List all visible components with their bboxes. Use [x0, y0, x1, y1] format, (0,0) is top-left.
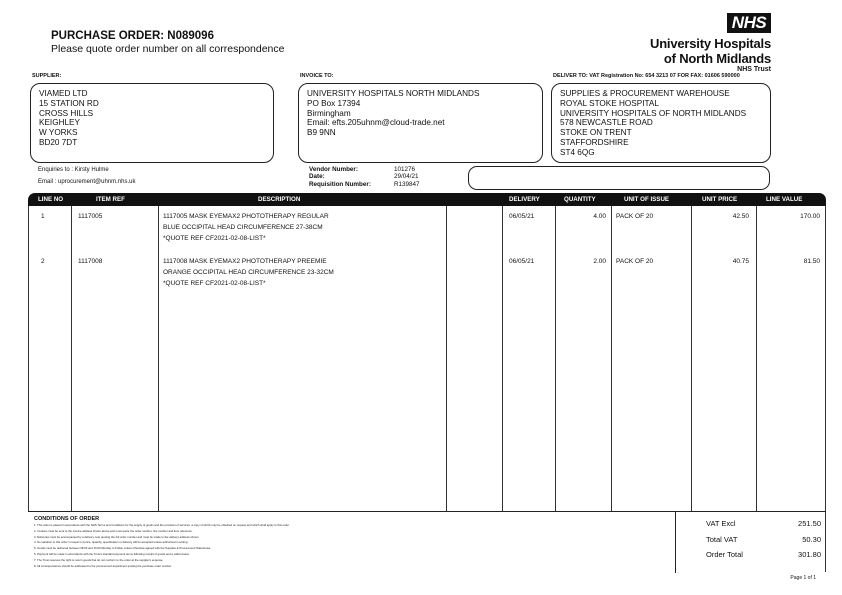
line-items-table: [28, 193, 826, 572]
row-delivery: 06/05/21: [509, 213, 535, 220]
column-divider: [691, 206, 692, 511]
date-value: 29/04/21: [394, 173, 419, 181]
row-item-ref: 1117008: [78, 258, 103, 265]
row-description: 1117005 MASK EYEMAX2 PHOTOTHERAPY REGULAR: [163, 213, 329, 220]
condition-line: 8. All correspondence should be addressed to the procurement department quoting the purchase order number.: [34, 563, 172, 568]
requisition-label: Requisition Number:: [309, 180, 371, 188]
row-quantity: 4.00: [593, 213, 606, 220]
supplier-line: W YORKS: [39, 128, 78, 138]
header-item-ref: ITEM REF: [96, 196, 125, 203]
supplier-label: SUPPLIER:: [32, 73, 62, 79]
supplier-line: 15 STATION RD: [39, 98, 99, 108]
delivery-line: 578 NEWCASTLE ROAD: [560, 118, 653, 128]
vat-excl-value: 251.50: [798, 519, 821, 528]
supplier-line: VIAMED LTD: [39, 89, 88, 98]
condition-line: 5. Goods must be delivered between 08:00 and 16:00 Monday to Friday unless otherwise agreed with the Supplies & Procurement Warehouse.: [34, 546, 212, 551]
vendor-number-value: 101276: [394, 166, 416, 173]
header-unit-of-issue: UNIT OF ISSUE: [624, 196, 670, 203]
invoice-line: UNIVERSITY HOSPITALS NORTH MIDLANDS: [307, 89, 480, 98]
row-unit-of-issue: PACK OF 20: [616, 258, 654, 265]
enquiries-contact: Enquiries to : Kirsty Hulme: [38, 167, 109, 173]
vendor-number-label: Vendor Number:: [309, 166, 358, 173]
supplier-line: KEIGHLEY: [39, 118, 80, 128]
row-item-ref: 1117005: [78, 213, 103, 220]
date-label: Date:: [309, 173, 325, 181]
nhs-logo: NHS: [727, 13, 771, 33]
row-line-no: 1: [41, 213, 45, 220]
vat-excl-label: VAT Excl: [706, 519, 736, 528]
row-description: *QUOTE REF CF2021-02-08-LIST*: [163, 280, 266, 287]
conditions-title: CONDITIONS OF ORDER: [34, 516, 100, 522]
condition-line: 2. Invoices must be sent to the invoice address shown above and must quote the order number, line number and item reference.: [34, 528, 193, 533]
column-divider: [158, 206, 159, 511]
invoice-line: PO Box 17394: [307, 98, 361, 108]
order-subtitle: Please quote order number on all correspondence: [51, 43, 285, 55]
delivery-address-box: [551, 83, 771, 163]
condition-line: 1. This order is placed in accordance with the NHS Terms and Conditions for the supply of goods and the provision of services, a copy of which may be obtained on request and which shall apply to this order.: [34, 523, 290, 527]
header-unit-price: UNIT PRICE: [702, 196, 738, 203]
row-line-no: 2: [41, 258, 45, 265]
header-description: DESCRIPTION: [258, 196, 301, 203]
column-divider: [28, 206, 29, 511]
org-name-line3: NHS Trust: [737, 66, 771, 73]
table-header: [28, 193, 826, 206]
column-divider: [446, 206, 447, 511]
column-divider: [611, 206, 612, 511]
enquiries-email[interactable]: Email : uprocurement@uhnm.nhs.uk: [38, 179, 136, 185]
order-total-label: Order Total: [706, 550, 743, 559]
delivery-line: UNIVERSITY HOSPITALS OF NORTH MIDLANDS: [560, 108, 747, 118]
order-total-value: 301.80: [798, 550, 821, 559]
page-number: Page 1 of 1: [790, 575, 816, 581]
delivery-line: ROYAL STOKE HOSPITAL: [560, 98, 659, 108]
conditions-text: [34, 523, 674, 569]
header-delivery: DELIVERY: [509, 196, 540, 203]
row-line-value: 81.50: [803, 258, 820, 265]
delivery-line: SUPPLIES & PROCUREMENT WAREHOUSE: [560, 89, 730, 98]
order-footer: [28, 511, 826, 573]
header-line-value: LINE VALUE: [766, 196, 803, 203]
invoice-to-label: INVOICE TO:: [300, 73, 334, 79]
total-vat-label: Total VAT: [706, 535, 738, 544]
header-line-no: LINE NO: [38, 196, 64, 203]
condition-line: 7. The Trust reserves the right to return goods that do not conform to the order at the supplier's expense.: [34, 557, 164, 562]
row-line-value: 170.00: [800, 213, 820, 220]
condition-line: 4. No variation to this order in respect of price, quantity, specification or delivery will be accepted unless authorised in writing.: [34, 540, 189, 545]
condition-line: 3. Deliveries must be accompanied by a delivery note quoting the full order number and must be made to the delivery address shown.: [34, 534, 200, 539]
invoice-line: Email: efts.205uhnm@cloud-trade.net: [307, 118, 445, 128]
row-unit-price: 42.50: [732, 213, 749, 220]
supplier-address-box: [30, 83, 274, 163]
header-quantity: QUANTITY: [564, 196, 596, 203]
row-delivery: 06/05/21: [509, 258, 535, 265]
row-description: 1117008 MASK EYEMAX2 PHOTOTHERAPY PREEMIE: [163, 258, 327, 265]
column-divider: [555, 206, 556, 511]
row-quantity: 2.00: [593, 258, 606, 265]
supplier-line: BD20 7DT: [39, 137, 78, 147]
column-divider: [756, 206, 757, 511]
invoice-line: B9 9NN: [307, 128, 336, 138]
column-divider: [502, 206, 503, 511]
column-divider: [71, 206, 72, 511]
org-name-line1: University Hospitals: [650, 36, 771, 51]
invoice-address-box: [298, 83, 543, 163]
supplier-line: CROSS HILLS: [39, 108, 94, 118]
total-vat-value: 50.30: [802, 535, 821, 544]
delivery-line: STOKE ON TRENT: [560, 128, 632, 138]
requisition-value: R139847: [394, 180, 420, 188]
totals-panel: [675, 512, 827, 573]
vendor-info: [309, 166, 420, 188]
row-description: ORANGE OCCIPITAL HEAD CIRCUMFERENCE 23-32CM: [163, 269, 334, 276]
invoice-line: Birmingham: [307, 108, 351, 118]
delivery-line: ST4 6QG: [560, 147, 595, 157]
row-unit-price: 40.75: [732, 258, 749, 265]
delivery-line: STAFFORDSHIRE: [560, 137, 629, 147]
condition-line: 6. Payment will be made in accordance with the Trust's standard payment terms following receipt of goods and a valid invoice.: [34, 551, 190, 556]
org-name-line2: of North Midlands: [663, 51, 771, 66]
row-unit-of-issue: PACK OF 20: [616, 213, 654, 220]
notes-oval-box: [468, 166, 770, 190]
purchase-order-title: PURCHASE ORDER: N089096: [51, 30, 214, 42]
row-description: *QUOTE REF CF2021-02-08-LIST*: [163, 235, 266, 242]
deliver-to-label: DELIVER TO: VAT Registration No: 654 3213 07 FOR FAX: 01606 590000: [553, 73, 740, 79]
row-description: BLUE OCCIPITAL HEAD CIRCUMFERENCE 27-38CM: [163, 224, 323, 231]
